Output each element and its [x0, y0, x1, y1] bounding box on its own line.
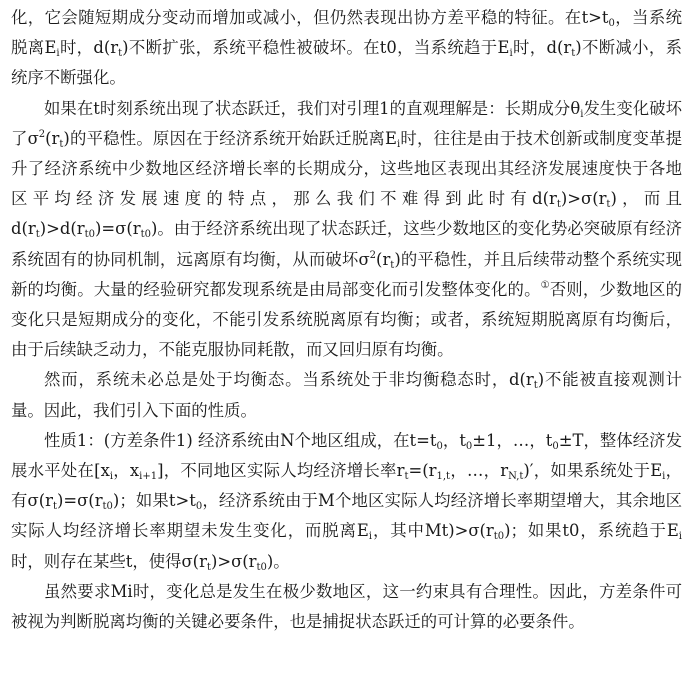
- paragraph-non-equilibrium: 然而，系统未必总是处于均衡态。当系统处于非均衡稳态时，$d(r_t)$不能被直接观测计量。因此，我们引入下面的性质。: [11, 370, 682, 420]
- paragraph-constraint-rationale: 虽然要求Mi时，变化总是发生在极少数地区，这一约束具有合理性。因此，方差条件可被视为判断脱离均衡的关键必要条件，也是捕捉状态跃迁的可计算的必要条件。: [11, 581, 682, 632]
- paragraph-lemma-interpretation: 如果在t时刻系统出现了状态跃迁，我们对引理1的直观理解是：长期成分$\theta_i$发生变化破坏了$\sigma^2(r_t)$的平稳性。原因在于经济系统开始跃迁脱离$E_i$时，往往是由于技术创新或制度变革提升了经济系统中少数地区经济增长率的长期成分，这些地区表现出其经济发展速度快于各地区平均经济发展速度的特点，那么我们不难得到此时有$d(r_t)>\sigma(r_t)$，而且$d(r_t)>d(r_{t0})=\sigma(r_{t0})$。由于经济系统出现了状态跃迁，这些少数地区的变化势必突破原有经济系统固有的协同机制，远离原有均衡，从而破坏$\sigma^2(r_t)$的平稳性，并且后续带动整个系统实现新的均衡。大量的经验研究都发现系统是由局部变化而引发整体变化的。①否则，少数地区的变化只是短期成分的变化，不能引发系统脱离原有均衡；或者，系统短期脱离原有均衡后，由于后续缺乏动力，不能克服协同耗散，而又回归原有均衡。: [11, 98, 683, 360]
- paragraph-continuation: 化，它会随短期成分变动而增加或减小，但仍然表现出协方差平稳的特征。在$t>t_0$，当系统脱离$E_i$时，$d(r_t)$不断扩张，系统平稳性被破坏。在t0，当系统趋于$E_i$时，$d(r_t)$不断减小，系统序不断强化。: [11, 8, 683, 88]
- paragraph-property-1: 性质1：(方差条件1) 经济系统由N个地区组成，在$t=t_0$，$t_0\pm 1$，…，$t_0\pm T$，整体经济发展水平处在[$x_i$，$x_{i+1}$]，不同地区实际人均经济增长率$r_t=(r_{1,t}$，…，$r_{N,t})'$，如果系统处于$E_i$，有$\sigma(r_t)=\sigma(r_{t0})$；如果$t>t_0$，经济系统由于M个地区实际人均经济增长率期望增大，其余地区实际人均经济增长率期望未发生变化，而脱离$E_i$，其中$Mt)>\sigma(r_{t0})$；如果t0，系统趋于$E_i$时，则存在某些t，使得$\sigma(r_t)>\sigma(r_{t0})$。: [11, 430, 683, 573]
